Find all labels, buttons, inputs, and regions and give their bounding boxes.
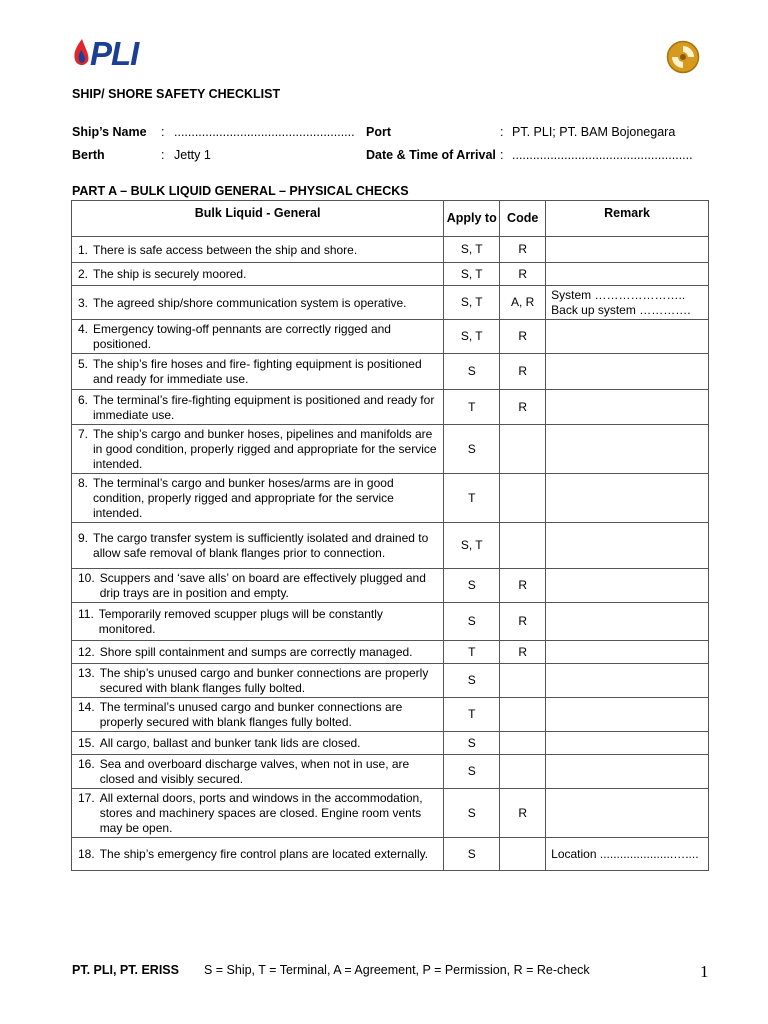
row-item-cell <box>72 569 444 603</box>
row-item-cell <box>72 320 444 354</box>
table-row <box>72 320 709 354</box>
row-code: R <box>500 603 546 641</box>
row-code <box>500 425 546 474</box>
row-code <box>500 838 546 871</box>
row-apply: S <box>444 732 500 755</box>
row-apply: S, T <box>444 237 500 263</box>
col-header-code: Code <box>500 201 546 237</box>
table-row <box>72 664 709 698</box>
row-code: R <box>500 237 546 263</box>
row-number: 13. <box>78 666 95 680</box>
table-row <box>72 732 709 755</box>
col-header-item: Bulk Liquid - General <box>72 201 444 237</box>
row-apply: S <box>444 354 500 390</box>
footer <box>72 963 590 977</box>
document-title: SHIP/ SHORE SAFETY CHECKLIST <box>72 87 281 101</box>
row-text: There is safe access between the ship and shore. <box>93 242 358 257</box>
row-remark-cell <box>546 263 709 286</box>
row-apply: S <box>444 664 500 698</box>
page-number: 1 <box>700 962 709 981</box>
row-code: R <box>500 789 546 838</box>
row-text: The agreed ship/shore communication system is operative. <box>93 295 407 310</box>
row-code <box>500 755 546 789</box>
row-code <box>500 664 546 698</box>
row-number: 8. <box>78 476 89 490</box>
row-code: A, R <box>500 286 546 320</box>
ship-name-sep: : <box>161 125 165 139</box>
row-item-cell <box>72 698 444 732</box>
row-text: The terminal’s unused cargo and bunker connections are properly secured with blank flanges fully bolted. <box>99 700 403 729</box>
table-row <box>72 237 709 263</box>
row-remark-cell <box>546 664 709 698</box>
table-row <box>72 286 709 320</box>
row-text: The terminal’s cargo and bunker hoses/arms are in good condition, properly rigged and appropriate for the service intended. <box>93 476 394 520</box>
row-text: All external doors, ports and windows in the accommodation, stores and machinery spaces are closed. Engine room vents may be open. <box>99 791 423 835</box>
port-label: Port <box>366 125 391 139</box>
table-row <box>72 838 709 871</box>
flame-icon <box>72 38 90 68</box>
row-number: 12. <box>78 645 95 659</box>
row-code <box>500 698 546 732</box>
row-remark-cell <box>546 838 709 871</box>
row-apply: S <box>444 789 500 838</box>
row-apply: S, T <box>444 320 500 354</box>
row-item-cell <box>72 237 444 263</box>
row-number: 10. <box>78 571 95 585</box>
emblem-icon <box>666 40 700 74</box>
row-item-cell <box>72 838 444 871</box>
port-value: PT. PLI; PT. BAM Bojonegara <box>512 125 676 139</box>
row-remark: Location ......................….... <box>551 846 699 861</box>
col-header-remark: Remark <box>546 201 709 237</box>
col-header-apply: Apply to <box>444 201 500 237</box>
part-title: PART A – BULK LIQUID GENERAL – PHYSICAL CHECKS <box>72 184 409 198</box>
checklist-table <box>71 200 709 871</box>
row-text: The ship’s fire hoses and fire- fighting equipment is positioned and ready for immediate use. <box>93 357 422 386</box>
table-row <box>72 755 709 789</box>
row-apply: S <box>444 569 500 603</box>
row-remark-cell <box>546 425 709 474</box>
row-remark-cell <box>546 603 709 641</box>
pli-logo <box>72 36 152 72</box>
row-number: 14. <box>78 700 95 714</box>
table-row <box>72 263 709 286</box>
ship-name-value: .................................................... <box>174 125 355 139</box>
berth-sep: : <box>161 148 165 162</box>
row-code <box>500 732 546 755</box>
row-apply: T <box>444 698 500 732</box>
row-number: 4. <box>78 322 89 336</box>
row-remark-cell <box>546 320 709 354</box>
table-row <box>72 641 709 664</box>
row-text: The ship’s cargo and bunker hoses, pipelines and manifolds are in good condition, properly rigged and appropriate for the service intended. <box>93 427 437 471</box>
row-remark-cell <box>546 569 709 603</box>
row-item-cell <box>72 474 444 523</box>
row-text: Sea and overboard discharge valves, when not in use, are closed and visibly secured. <box>99 757 410 786</box>
row-apply: T <box>444 641 500 664</box>
row-code <box>500 474 546 523</box>
row-number: 17. <box>78 791 95 805</box>
row-item-cell <box>72 390 444 425</box>
footer-company: PT. PLI, PT. ERISS <box>72 963 179 977</box>
row-remark-backup: Back up system …………. <box>551 302 691 317</box>
row-code: R <box>500 354 546 390</box>
footer-legend: S = Ship, T = Terminal, A = Agreement, P = Permission, R = Re-check <box>203 963 590 977</box>
row-number: 3. <box>78 295 89 310</box>
row-remark-cell <box>546 755 709 789</box>
row-code: R <box>500 263 546 286</box>
row-item-cell <box>72 789 444 838</box>
berth-label: Berth <box>72 148 105 162</box>
row-apply: S, T <box>444 523 500 569</box>
table-row <box>72 569 709 603</box>
row-number: 2. <box>78 267 89 281</box>
row-item-cell <box>72 664 444 698</box>
row-item-cell <box>72 263 444 286</box>
row-text: The ship’s emergency fire control plans are located externally. <box>99 847 429 861</box>
table-row <box>72 603 709 641</box>
row-remark-cell <box>546 354 709 390</box>
row-text: The ship is securely moored. <box>93 267 247 281</box>
row-remark-cell <box>546 474 709 523</box>
row-apply: S, T <box>444 286 500 320</box>
row-item-cell <box>72 425 444 474</box>
row-item-cell <box>72 603 444 641</box>
row-number: 7. <box>78 427 89 441</box>
arrival-label: Date & Time of Arrival <box>366 148 496 162</box>
arrival-sep: : <box>500 148 504 162</box>
logo-text: PLI <box>90 35 139 72</box>
row-item-cell <box>72 641 444 664</box>
row-code: R <box>500 569 546 603</box>
row-remark-cell <box>546 237 709 263</box>
row-number: 9. <box>78 531 89 545</box>
row-text: The terminal’s fire-fighting equipment is positioned and ready for immediate use. <box>93 392 435 422</box>
row-text: The cargo transfer system is sufficiently isolated and drained to allow safe removal of blank flanges prior to connection. <box>93 531 429 560</box>
row-item-cell <box>72 732 444 755</box>
table-row <box>72 390 709 425</box>
row-code: R <box>500 320 546 354</box>
table-row <box>72 523 709 569</box>
row-item-cell <box>72 354 444 390</box>
row-text: Scuppers and ‘save alls’ on board are effectively plugged and drip trays are in position and empty. <box>99 571 426 600</box>
row-number: 6. <box>78 392 89 407</box>
row-apply: S <box>444 425 500 474</box>
row-remark-cell <box>546 698 709 732</box>
arrival-value: .................................................... <box>512 148 693 162</box>
table-row <box>72 698 709 732</box>
row-remark-cell <box>546 286 709 320</box>
table-header-row <box>72 201 709 237</box>
row-number: 1. <box>78 242 89 257</box>
table-row <box>72 354 709 390</box>
row-text: Temporarily removed scupper plugs will be constantly monitored. <box>98 607 383 636</box>
row-item-cell <box>72 523 444 569</box>
row-number: 16. <box>78 757 95 771</box>
row-remark-cell <box>546 732 709 755</box>
row-remark-cell <box>546 789 709 838</box>
row-code <box>500 523 546 569</box>
row-number: 15. <box>78 736 95 750</box>
table-row <box>72 474 709 523</box>
berth-value: Jetty 1 <box>174 148 211 162</box>
row-number: 18. <box>78 847 95 861</box>
row-apply: T <box>444 474 500 523</box>
row-text: Shore spill containment and sumps are correctly managed. <box>99 645 413 659</box>
row-item-cell <box>72 755 444 789</box>
table-row <box>72 789 709 838</box>
row-text: All cargo, ballast and bunker tank lids are closed. <box>99 736 361 750</box>
row-number: 11. <box>78 607 94 621</box>
table-row <box>72 425 709 474</box>
ship-name-label: Ship’s Name <box>72 125 147 139</box>
row-apply: S <box>444 838 500 871</box>
row-apply: S, T <box>444 263 500 286</box>
row-remark-cell <box>546 523 709 569</box>
row-remark: System ………………….. <box>551 287 686 302</box>
row-code: R <box>500 390 546 425</box>
row-code: R <box>500 641 546 664</box>
row-item-cell <box>72 286 444 320</box>
row-remark-cell <box>546 641 709 664</box>
row-remark-cell <box>546 390 709 425</box>
port-sep: : <box>500 125 504 139</box>
row-apply: S <box>444 603 500 641</box>
row-text: Emergency towing-off pennants are correctly rigged and positioned. <box>93 322 391 351</box>
row-number: 5. <box>78 357 89 371</box>
row-text: The ship’s unused cargo and bunker connections are properly secured with blank flanges fully bolted. <box>99 666 429 695</box>
row-apply: S <box>444 755 500 789</box>
row-apply: T <box>444 390 500 425</box>
